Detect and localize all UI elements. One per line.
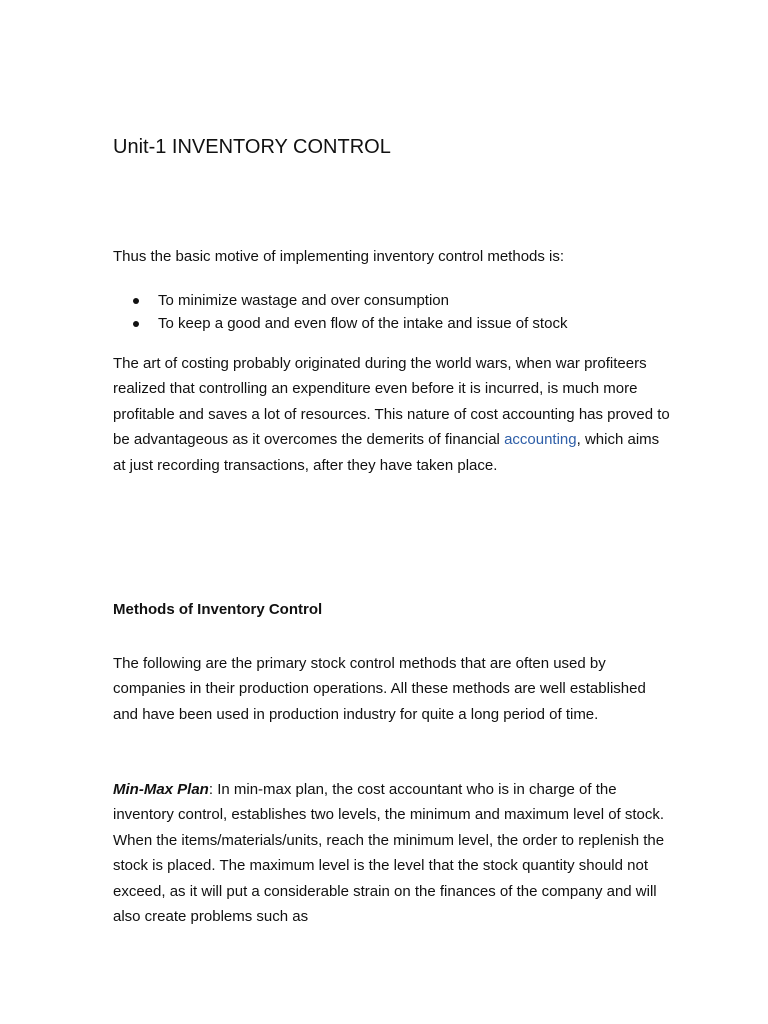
min-max-term: Min-Max Plan xyxy=(113,781,209,798)
intro-paragraph: Thus the basic motive of implementing inventory control methods is: xyxy=(113,248,565,265)
min-max-separator: : xyxy=(208,781,214,798)
motive-bullet-list xyxy=(113,289,673,335)
list-item xyxy=(113,312,673,335)
accounting-link[interactable]: accounting xyxy=(504,431,577,449)
list-item xyxy=(113,289,673,312)
document-title: Unit-1 INVENTORY CONTROL xyxy=(113,136,391,158)
costing-history-paragraph xyxy=(113,351,673,478)
bullet-text: To keep a good and even flow of the intake and issue of stock xyxy=(158,315,568,332)
bullet-text: To minimize wastage and over consumption xyxy=(158,292,449,309)
costing-text-after-link: , which aims at just recording transactions, after they have taken place. xyxy=(113,431,660,474)
bullet-icon xyxy=(133,298,139,304)
methods-heading: Methods of Inventory Control xyxy=(113,601,323,618)
costing-text-before-link: The art of costing probably originated during the world wars, when war profiteers realized that controlling an expenditure even before it is incurred, is much more profitable and saves a lot of resources. This nature of cost accounting has proved to be advantageous as it overcomes the demerits of financial xyxy=(113,355,670,449)
methods-intro-paragraph: The following are the primary stock control methods that are often used by companies in their production operations. All these methods are well established and have been used in production industry for quite a long period of time. xyxy=(113,655,646,723)
min-max-text: In min-max plan, the cost accountant who is in charge of the inventory control, establishes two levels, the minimum and maximum level of stock. When the items/materials/units, reach the minimum level, the order to replenish the stock is placed. The maximum level is the level that the stock quantity should not exceed, as it will put a considerable strain on the finances of the company and will also create problems such as xyxy=(113,781,665,926)
min-max-paragraph xyxy=(113,777,673,929)
bullet-icon xyxy=(133,321,139,327)
